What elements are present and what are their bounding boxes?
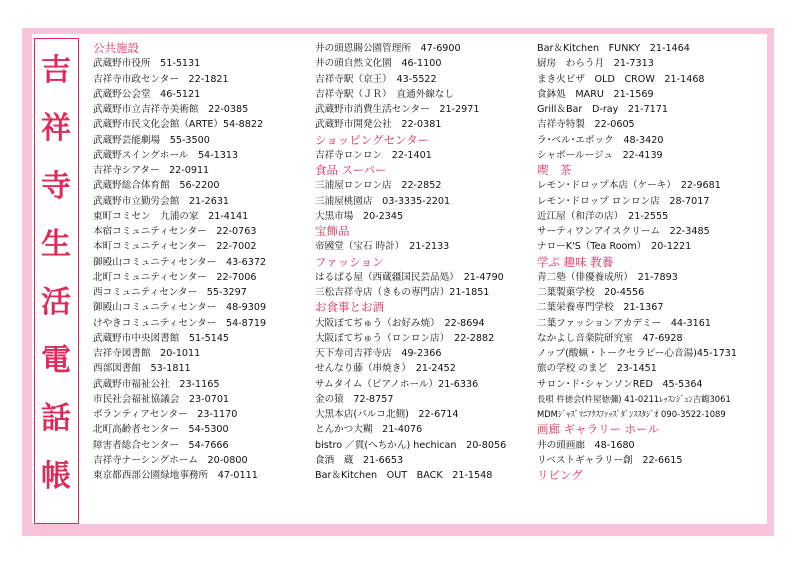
directory-entry: リベストギャラリー創 22-6615 — [537, 454, 683, 466]
category-heading: ファッション — [315, 254, 384, 269]
title-char: 活 — [41, 285, 71, 320]
directory-entry: 厨房 わらう月 21-7313 — [537, 58, 654, 70]
directory-entry: 武蔵野市立勤労会館 21-2631 — [93, 195, 230, 207]
directory-entry: bistro ／貫(へちかん) hechican 20-8056 — [315, 439, 507, 451]
directory-entry: 旅の学校 のまど 23-1451 — [537, 363, 657, 375]
directory-entry: レモン･ドロップ本店（ケーキ） 22-9681 — [537, 180, 721, 192]
directory-entry: 帝國堂（宝石 時計） 21-2133 — [315, 241, 450, 253]
directory-entry: 大黒本店(パルコ北側) 22-6714 — [315, 409, 459, 420]
vertical-title-box — [34, 38, 79, 524]
directory-entry: 武蔵野市民文化会館（ARTE）54-8822 — [93, 119, 264, 131]
directory-column-1 — [93, 41, 303, 483]
directory-entry: 東京都西部公園緑地事務所 47-0111 — [93, 470, 258, 481]
category-heading: 画廊 ギャラリー ホール — [537, 422, 660, 437]
title-char: 寺 — [41, 169, 71, 204]
directory-entry: 本町コミュニティセンター 22-7002 — [93, 241, 257, 253]
directory-entry: ノップ(酸蝋・トークセラピー心音湯)45-1731 — [537, 348, 738, 359]
directory-entry: 本宿コミュニティセンター 22-0763 — [93, 226, 257, 237]
directory-entry: 近江屋（和洋の店） 21-2555 — [537, 210, 669, 222]
directory-entry: 吉祥寺シアター 22-0911 — [93, 165, 210, 176]
directory-entry: 井の頭自然文化園 46-1100 — [315, 58, 442, 70]
directory-entry: 二葉栄養専門学校 21-1367 — [537, 302, 664, 314]
directory-entry: はるぱる屋（西蔵疆国民芸品処） 21-4790 — [315, 271, 504, 283]
directory-entry: サロン･ド･シャンソンRED 45-5364 — [537, 378, 703, 390]
directory-entry: 御殿山コミュニティセンター 48-9309 — [93, 302, 267, 314]
directory-entry: 吉祥寺ロンロン 22-1401 — [315, 149, 432, 161]
directory-entry: 吉祥寺駅（京王） 43-5522 — [315, 73, 437, 85]
directory-entry: 市民社会福祉協議会 23-0701 — [93, 393, 230, 405]
directory-entry: シャボールージュ 22-4139 — [537, 149, 663, 161]
directory-entry: ナローK'S（Tea Room） 20-1221 — [537, 241, 692, 253]
directory-entry: 二葉製菓学校 20-4556 — [537, 287, 645, 298]
category-heading: 学ぶ 趣味 教養 — [537, 254, 614, 269]
directory-entry: 武蔵野市役所 51-5131 — [93, 58, 201, 70]
directory-entry: 西部図書館 53-1811 — [93, 363, 191, 375]
title-char: 吉 — [41, 53, 71, 88]
directory-entry: 大阪ぼてぢゅう（ロンロン店） 22-2882 — [315, 332, 495, 344]
directory-column-2 — [315, 41, 529, 483]
directory-entry: 吉祥寺特製 22-0605 — [537, 119, 635, 131]
directory-entry: 大阪ぼてぢゅう（お好み焼） 22-8694 — [315, 317, 485, 329]
directory-entry: Bar＆Kitchen OUT BACK 21-1548 — [315, 470, 493, 481]
category-heading: 食品 スーパー — [315, 163, 387, 177]
title-char: 帳 — [41, 459, 71, 494]
directory-entry: 北町コミュニティセンター 22-7006 — [93, 271, 257, 283]
directory-entry: 武蔵野市開発公社 22-0381 — [315, 119, 442, 131]
directory-entry: 三松吉祥寺店（きもの専門店）21-1851 — [315, 287, 490, 298]
directory-entry: 武蔵野総合体育館 56-2200 — [93, 180, 220, 192]
category-heading: ショッピングセンター — [315, 132, 430, 147]
title-char: 祥 — [41, 111, 71, 146]
directory-entry: まき火ビザ OLD CROW 21-1468 — [537, 73, 705, 85]
directory-entry: とんかつ大糊 21-4076 — [315, 424, 423, 436]
directory-entry: 障害者総合センター 54-7666 — [93, 439, 229, 451]
directory-entry: 吉祥寺市政センター 22-1821 — [93, 73, 229, 85]
directory-entry: ボランティアセンター 23-1170 — [93, 409, 238, 420]
category-heading: 宝飾品 — [315, 224, 350, 238]
directory-entry: 武蔵野スイングホール 54-1313 — [93, 149, 239, 161]
directory-entry: Bar＆Kitchen FUNKY 21-1464 — [537, 43, 690, 54]
directory-entry: 天下寿司吉祥寺店 49-2366 — [315, 348, 442, 359]
directory-entry: 武蔵野芸能劇場 55-3500 — [93, 134, 210, 146]
directory-entry: 大黒市場 20-2345 — [315, 210, 404, 222]
directory-entry: 吉祥寺図書館 20-1011 — [93, 348, 201, 359]
title-char: 電 — [41, 343, 71, 378]
directory-entry: 吉祥寺駅（ＪＲ） 直通外線なし — [315, 88, 455, 100]
directory-entry: 食酒 蔵 21-6653 — [315, 454, 404, 466]
directory-entry: 西コミュニティセンター 55-3297 — [93, 287, 247, 298]
directory-entry: 武蔵野公会堂 46-5121 — [93, 88, 201, 100]
directory-entry: 武蔵野市福祉公社 23-1165 — [93, 378, 220, 390]
directory-entry: 武蔵野市中央図書館 51-5145 — [93, 332, 230, 344]
directory-entry: 長唄 杵徳会(杵屋徳彌) 41-0211ﾚｯｽﾝｼﾞｭﾝ吉鶴3061 — [537, 393, 731, 404]
directory-entry: 御殿山コミュニティセンター 43-6372 — [93, 256, 267, 268]
directory-entry: Grill＆Bar D-ray 21-7171 — [537, 104, 668, 115]
directory-entry: 青二塾（俳優養成所） 21-7893 — [537, 271, 678, 283]
title-char: 生 — [41, 227, 71, 262]
directory-entry: ラ･ベル･エポック 48-3420 — [537, 134, 664, 146]
directory-entry: けやきコミュニティセンター 54-8719 — [93, 317, 267, 329]
directory-entry: サーティワンアイスクリーム 22-3485 — [537, 226, 710, 237]
directory-entry: 吉祥寺ナーシングホーム 20-0800 — [93, 454, 248, 466]
directory-entry: 二葉ファッションアカデミー 44-3161 — [537, 317, 711, 329]
directory-entry: なかよし音楽院研究室 47-6928 — [537, 332, 683, 344]
directory-entry: MDMｼﾞｬｽﾞﾏﾆｱｸｽﾌｧｯｽﾞﾀﾞﾝｽｽﾀｼﾞｵ 090-3522-1089 — [537, 409, 726, 419]
category-heading: 喫 茶 — [537, 163, 572, 177]
directory-entry: 三浦屋桃園店 03-3335-2201 — [315, 195, 451, 207]
category-heading: 公共施設 — [93, 41, 139, 55]
category-heading: リビング — [537, 468, 583, 482]
category-heading: お食事とお酒 — [315, 300, 384, 315]
directory-entry: 武蔵野市立吉祥寺美術館 22-0385 — [93, 104, 249, 115]
directory-entry: 三浦屋ロンロン店 22-2852 — [315, 180, 442, 192]
directory-entry: せんなり藤（串焼き） 21-2452 — [315, 363, 456, 375]
directory-column-3 — [537, 41, 769, 483]
directory-entry: 食鉢処 MARU 21-1569 — [537, 88, 654, 100]
directory-entry: サムタイム（ピアノホール）21-6336 — [315, 378, 479, 390]
directory-entry: 金の猿 72-8757 — [315, 393, 394, 405]
directory-entry: レモン･ドロップ ロンロン店 28-7017 — [537, 195, 710, 207]
directory-entry: 井の頭画廊 48-1680 — [537, 439, 635, 451]
directory-entry: 北町高齢者センター 54-5300 — [93, 424, 229, 436]
directory-entry: 武蔵野市消費生活センター 21-2971 — [315, 104, 480, 115]
directory-entry: 東町コミセン 九浦の家 21-4141 — [93, 210, 249, 222]
directory-entry: 井の頭恩賜公園管理所 47-6900 — [315, 43, 461, 54]
title-char: 話 — [41, 401, 71, 436]
